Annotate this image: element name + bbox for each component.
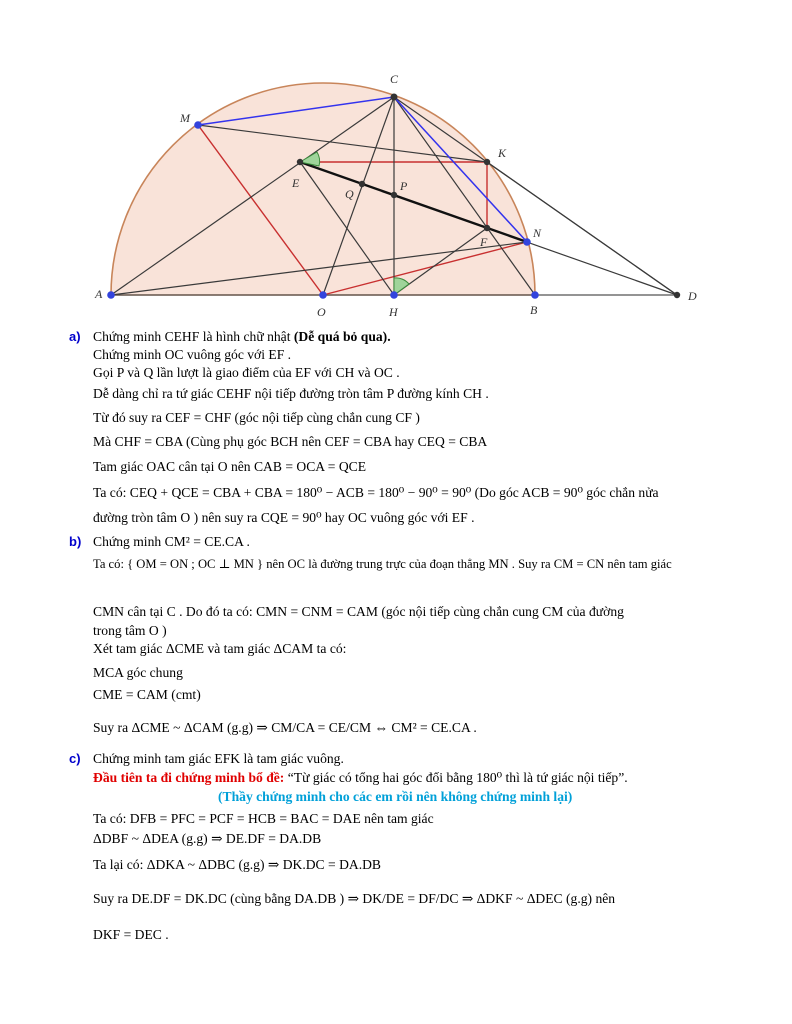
part-a-line-3: Gọi P và Q lần lượt là giao điểm của EF với CH và OC . bbox=[93, 365, 400, 380]
label-A: A bbox=[95, 287, 103, 301]
part-a-line-6: Mà CHF = CBA (Cùng phụ góc BCH nên CEF = CBA hay CEQ = CBA bbox=[93, 434, 488, 449]
part-a-label: a) bbox=[69, 329, 81, 344]
part-a-title-text: Chứng minh CEHF là hình chữ nhật bbox=[93, 329, 291, 344]
part-c-line-6: Ta lại có: ΔDKA ~ ΔDBC (g.g) ⇒ DK.DC = DA.DB bbox=[93, 857, 381, 872]
label-O: O bbox=[317, 305, 326, 319]
part-b-line-3: CMN cân tại C . Do đó ta có: CMN = CNM = CAM (góc nội tiếp cùng chắn cung CM của đường bbox=[93, 604, 624, 619]
part-b-line-2: Ta có: { OM = ON ; OC ⊥ MN } nên OC là đường trung trực của đoạn thẳng MN . Suy ra CM = CN nên tam giác bbox=[93, 557, 672, 571]
part-a-line-9: đường tròn tâm O ) nên suy ra CQE = 90⁰ hay OC vuông góc với EF . bbox=[93, 510, 475, 525]
label-M: M bbox=[180, 111, 190, 125]
part-c-label: c) bbox=[69, 751, 81, 766]
part-a-title-bold: (Dễ quá bỏ qua). bbox=[293, 329, 391, 344]
label-B: B bbox=[530, 303, 538, 317]
part-b-line-4: trong tâm O ) bbox=[93, 623, 167, 638]
geometry-figure bbox=[0, 0, 792, 330]
part-b-line-5: Xét tam giác ΔCME và tam giác ΔCAM ta có: bbox=[93, 641, 347, 656]
label-Q: Q bbox=[345, 187, 354, 201]
label-K: K bbox=[498, 146, 507, 160]
lemma-statement: “Từ giác có tổng hai góc đối bằng 180⁰ thì là tứ giác nội tiếp”. bbox=[287, 770, 628, 785]
label-D: D bbox=[688, 289, 697, 303]
part-a-title bbox=[93, 328, 391, 346]
part-b-line-1: Chứng minh CM² = CE.CA . bbox=[93, 534, 250, 549]
label-P: P bbox=[400, 179, 408, 193]
part-a-line-7: Tam giác OAC cân tại O nên CAB = OCA = QCE bbox=[93, 459, 367, 474]
part-a-line-5: Từ đó suy ra CEF = CHF (góc nội tiếp cùng chắn cung CF ) bbox=[93, 410, 420, 425]
part-b-label: b) bbox=[69, 534, 82, 549]
part-a-line-8: Ta có: CEQ + QCE = CBA + CBA = 180⁰ − ACB = 180⁰ − 90⁰ = 90⁰ (Do góc ACB = 90⁰ góc chắn nửa bbox=[93, 485, 659, 500]
label-H: H bbox=[389, 305, 398, 319]
part-c-line-4: Ta có: DFB = PFC = PCF = HCB = BAC = DAE nên tam giác bbox=[93, 811, 434, 826]
part-a-line-4: Dễ dàng chỉ ra tứ giác CEHF nội tiếp đường tròn tâm P đường kính CH . bbox=[93, 386, 489, 401]
part-b-line-8: Suy ra ΔCME ~ ΔCAM (g.g) ⇒ CM/CA = CE/CM ⇔ CM² = CE.CA . bbox=[93, 720, 477, 735]
part-a-line-2: Chứng minh OC vuông góc với EF . bbox=[93, 347, 292, 362]
label-E: E bbox=[292, 176, 300, 190]
part-c-line-1: Chứng minh tam giác EFK là tam giác vuông. bbox=[93, 751, 344, 766]
semicircle bbox=[111, 83, 535, 295]
part-c-line-7: Suy ra DE.DF = DK.DC (cùng bằng DA.DB ) ⇒ DK/DE = DF/DC ⇒ ΔDKF ~ ΔDEC (g.g) nên bbox=[93, 891, 616, 906]
part-b-line-6: MCA góc chung bbox=[93, 665, 183, 680]
part-b-line-7: CME = CAM (cmt) bbox=[93, 687, 201, 702]
part-c-line-2 bbox=[93, 769, 628, 787]
label-F: F bbox=[480, 235, 488, 249]
part-c-line-8: DKF = DEC . bbox=[93, 927, 169, 942]
part-c-line-5: ΔDBF ~ ΔDEA (g.g) ⇒ DE.DF = DA.DB bbox=[93, 831, 322, 846]
part-c-note: (Thầy chứng minh cho các em rồi nên không chứng minh lại) bbox=[218, 789, 573, 804]
label-C: C bbox=[390, 72, 399, 86]
lemma-heading: Đầu tiên ta đi chứng minh bổ đề: bbox=[93, 770, 285, 785]
label-N: N bbox=[533, 226, 542, 240]
